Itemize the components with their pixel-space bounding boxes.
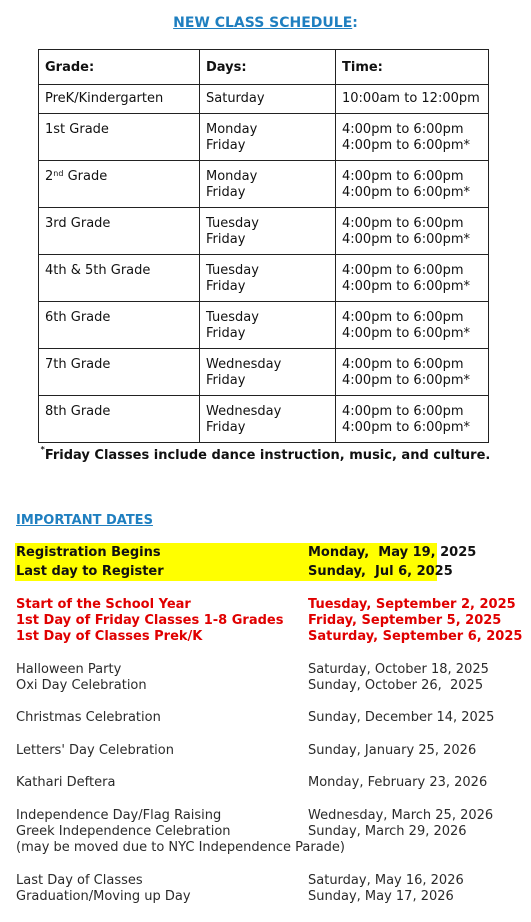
grade-label: PreK/Kindergarten bbox=[45, 91, 164, 106]
date-row-oxi-day bbox=[16, 678, 516, 694]
event-date: Monday, February 23, 2026 bbox=[308, 775, 488, 790]
header-time: Time: bbox=[336, 50, 489, 85]
table-row bbox=[39, 349, 489, 396]
event-date: Friday, September 5, 2025 bbox=[308, 613, 502, 628]
date-row-letters-day bbox=[16, 743, 516, 759]
time-cell bbox=[336, 302, 489, 349]
time-label: 4:00pm to 6:00pm* bbox=[342, 232, 471, 247]
grade-ordinal-suffix: nd bbox=[53, 169, 64, 178]
time-label: 4:00pm to 6:00pm bbox=[342, 310, 464, 325]
time-label: 4:00pm to 6:00pm* bbox=[342, 279, 471, 294]
event-date: Monday, May 19, 2025 bbox=[308, 545, 477, 560]
time-cell bbox=[336, 161, 489, 208]
event-date: Saturday, May 16, 2026 bbox=[308, 873, 464, 888]
time-label: 4:00pm to 6:00pm* bbox=[342, 373, 471, 388]
grade-label: 8th Grade bbox=[45, 404, 111, 419]
grade-cell bbox=[39, 208, 200, 255]
day-label: Friday bbox=[206, 232, 246, 247]
days-cell bbox=[200, 114, 336, 161]
grade-label-rest: Grade bbox=[63, 169, 108, 184]
time-cell bbox=[336, 255, 489, 302]
day-label: Saturday bbox=[206, 91, 265, 106]
event-label: Registration Begins bbox=[16, 545, 161, 560]
grade-cell bbox=[39, 114, 200, 161]
day-label: Friday bbox=[206, 420, 246, 435]
date-row-last-day-classes bbox=[16, 873, 516, 889]
class-schedule-table bbox=[38, 49, 489, 443]
grade-label: 1st Grade bbox=[45, 122, 109, 137]
header-grade: Grade: bbox=[39, 50, 200, 85]
day-label: Monday bbox=[206, 169, 258, 184]
table-header-row bbox=[39, 50, 489, 85]
event-date: Saturday, October 18, 2025 bbox=[308, 662, 489, 677]
days-cell bbox=[200, 349, 336, 396]
event-label: Last day to Register bbox=[16, 564, 164, 579]
date-row-friday-classes bbox=[16, 613, 516, 629]
grade-label: 4th & 5th Grade bbox=[45, 263, 151, 278]
date-row-graduation bbox=[16, 889, 516, 905]
days-cell bbox=[200, 302, 336, 349]
day-label: Tuesday bbox=[206, 263, 259, 278]
event-date: Sunday, May 17, 2026 bbox=[308, 889, 454, 904]
time-cell bbox=[336, 208, 489, 255]
header-days: Days: bbox=[200, 50, 336, 85]
date-row-independence-day bbox=[16, 808, 516, 824]
time-label: 4:00pm to 6:00pm* bbox=[342, 185, 471, 200]
date-row-last-day-register bbox=[16, 564, 516, 580]
day-label: Friday bbox=[206, 185, 246, 200]
grade-label: 2 bbox=[45, 169, 54, 184]
grade-cell bbox=[39, 255, 200, 302]
footnote-mark: * bbox=[40, 445, 45, 454]
event-date: Sunday, January 25, 2026 bbox=[308, 743, 477, 758]
day-label: Friday bbox=[206, 373, 246, 388]
grade-cell bbox=[39, 396, 200, 443]
time-label: 10:00am to 12:00pm bbox=[342, 91, 480, 106]
important-dates-title: IMPORTANT DATES bbox=[16, 513, 153, 528]
date-row-christmas bbox=[16, 710, 516, 726]
table-row bbox=[39, 302, 489, 349]
event-label: Letters' Day Celebration bbox=[16, 743, 174, 758]
event-label: Kathari Deftera bbox=[16, 775, 116, 790]
days-cell bbox=[200, 255, 336, 302]
event-label: Halloween Party bbox=[16, 662, 122, 677]
date-row-kathari-deftera bbox=[16, 775, 516, 791]
grade-label: 6th Grade bbox=[45, 310, 111, 325]
event-label: Greek Independence Celebration bbox=[16, 824, 231, 839]
event-date: Sunday, October 26, 2025 bbox=[308, 678, 484, 693]
date-row-prek-classes bbox=[16, 629, 523, 645]
time-label: 4:00pm to 6:00pm* bbox=[342, 138, 471, 153]
time-label: 4:00pm to 6:00pm bbox=[342, 169, 464, 184]
event-label: 1st Day of Classes Prek/K bbox=[16, 629, 203, 644]
grade-cell bbox=[39, 349, 200, 396]
day-label: Wednesday bbox=[206, 404, 282, 419]
event-date: Sunday, December 14, 2025 bbox=[308, 710, 495, 725]
event-label: Start of the School Year bbox=[16, 597, 191, 612]
table-row bbox=[39, 208, 489, 255]
date-row-registration-begins bbox=[16, 545, 516, 561]
days-cell bbox=[200, 161, 336, 208]
event-label: Independence Day/Flag Raising bbox=[16, 808, 222, 823]
day-label: Friday bbox=[206, 326, 246, 341]
time-label: 4:00pm to 6:00pm bbox=[342, 357, 464, 372]
event-date: Wednesday, March 25, 2026 bbox=[308, 808, 494, 823]
grade-cell bbox=[39, 85, 200, 114]
day-label: Wednesday bbox=[206, 357, 282, 372]
grade-label: 7th Grade bbox=[45, 357, 111, 372]
grade-label: 3rd Grade bbox=[45, 216, 111, 231]
event-date: Tuesday, September 2, 2025 bbox=[308, 597, 516, 612]
table-row bbox=[39, 161, 489, 208]
event-label: Last Day of Classes bbox=[16, 873, 143, 888]
time-label: 4:00pm to 6:00pm bbox=[342, 263, 464, 278]
time-label: 4:00pm to 6:00pm bbox=[342, 216, 464, 231]
footnote-text: Friday Classes include dance instruction, music, and culture. bbox=[44, 448, 491, 463]
event-label: Christmas Celebration bbox=[16, 710, 161, 725]
event-date: Sunday, March 29, 2026 bbox=[308, 824, 467, 839]
time-label: 4:00pm to 6:00pm* bbox=[342, 420, 471, 435]
time-cell bbox=[336, 85, 489, 114]
event-label: 1st Day of Friday Classes 1-8 Grades bbox=[16, 613, 284, 628]
event-date: Sunday, Jul 6, 2025 bbox=[308, 564, 453, 579]
table-row bbox=[39, 85, 489, 114]
event-label: Oxi Day Celebration bbox=[16, 678, 147, 693]
day-label: Monday bbox=[206, 122, 258, 137]
grade-cell bbox=[39, 302, 200, 349]
time-label: 4:00pm to 6:00pm* bbox=[342, 326, 471, 341]
schedule-title-suffix: : bbox=[352, 15, 358, 31]
friday-footnote bbox=[0, 445, 531, 463]
date-row-halloween bbox=[16, 662, 516, 678]
day-label: Tuesday bbox=[206, 310, 259, 325]
schedule-title bbox=[0, 15, 531, 31]
days-cell bbox=[200, 208, 336, 255]
day-label: Tuesday bbox=[206, 216, 259, 231]
event-date: Saturday, September 6, 2025 bbox=[308, 629, 523, 644]
day-label: Friday bbox=[206, 138, 246, 153]
time-cell bbox=[336, 396, 489, 443]
grade-cell bbox=[39, 161, 200, 208]
days-cell bbox=[200, 85, 336, 114]
date-row-greek-independence bbox=[16, 824, 516, 840]
schedule-title-text: NEW CLASS SCHEDULE bbox=[173, 15, 353, 31]
event-note: (may be moved due to NYC Independence Parade) bbox=[16, 840, 346, 855]
day-label: Friday bbox=[206, 279, 246, 294]
event-label: Graduation/Moving up Day bbox=[16, 889, 191, 904]
table-row bbox=[39, 114, 489, 161]
date-row-school-start bbox=[16, 597, 516, 613]
time-cell bbox=[336, 349, 489, 396]
table-row bbox=[39, 255, 489, 302]
days-cell bbox=[200, 396, 336, 443]
time-cell bbox=[336, 114, 489, 161]
table-row bbox=[39, 396, 489, 443]
date-row-parade-note bbox=[16, 840, 516, 856]
time-label: 4:00pm to 6:00pm bbox=[342, 122, 464, 137]
time-label: 4:00pm to 6:00pm bbox=[342, 404, 464, 419]
